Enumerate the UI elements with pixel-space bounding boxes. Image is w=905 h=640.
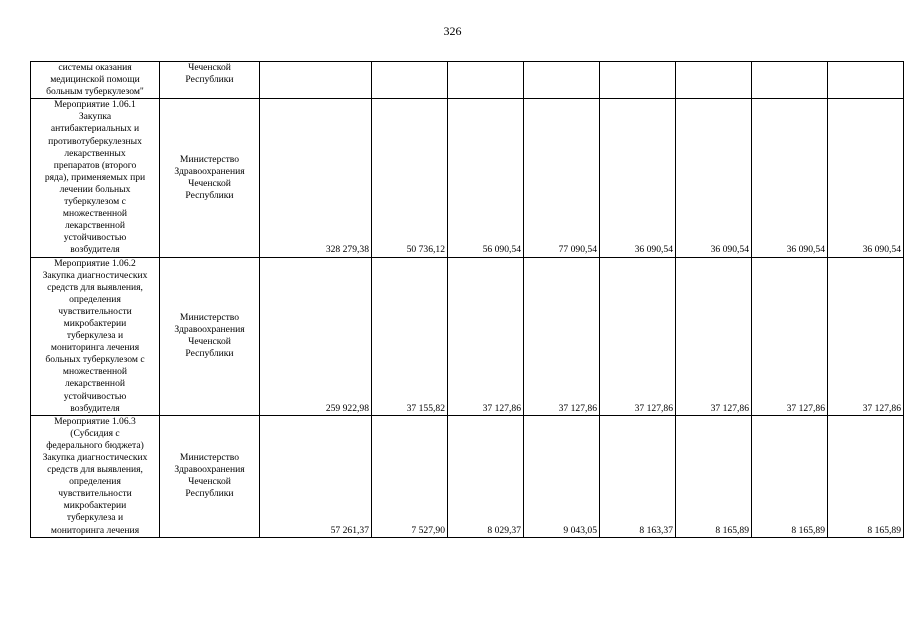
executor-line: Республики	[185, 74, 234, 86]
measure-name-line: Закупка	[78, 111, 112, 123]
executor-line: Здравоохранения	[174, 464, 245, 476]
total-value-cell: 57 261,37	[260, 415, 372, 537]
executor-cell	[160, 415, 260, 537]
year-value-cell: 37 127,86	[448, 257, 524, 415]
year-value-cell: 36 090,54	[828, 99, 904, 257]
year-value-cell	[752, 62, 828, 99]
year-value-cell: 8 165,89	[752, 415, 828, 537]
year-value-cell: 8 165,89	[676, 415, 752, 537]
measure-name-line: определения	[69, 293, 121, 305]
executor-line: Чеченской	[188, 476, 231, 488]
measure-name-line: противотуберкулезных	[48, 135, 142, 147]
year-value-cell: 37 127,86	[828, 257, 904, 415]
year-value-cell	[524, 62, 600, 99]
executor-line: Республики	[185, 348, 234, 360]
measure-name-line: устойчивостью	[63, 390, 127, 402]
measure-name-line: Мероприятие 1.06.3	[54, 415, 136, 427]
measure-name-line: мониторинга лечения	[50, 524, 140, 536]
year-value-cell	[600, 62, 676, 99]
executor-line: Республики	[185, 189, 234, 201]
executor-cell	[160, 99, 260, 257]
year-value-cell: 8 165,89	[828, 415, 904, 537]
measure-name-line: больным туберкулезом"	[46, 86, 144, 98]
measure-name-line: мониторинга лечения	[50, 342, 140, 354]
measure-name-line: устойчивостью	[63, 232, 127, 244]
total-value-cell	[260, 62, 372, 99]
year-value-cell: 9 043,05	[524, 415, 600, 537]
year-value-cell: 50 736,12	[372, 99, 448, 257]
measure-name-line: лекарственной	[65, 220, 125, 232]
measure-name-line: микробактерии	[63, 317, 127, 329]
measure-name-line: чувствительности	[58, 305, 132, 317]
page-number: 326	[443, 24, 462, 38]
executor-line: Республики	[185, 488, 234, 500]
measure-name-line: федерального бюджета)	[46, 439, 144, 451]
table-row	[31, 62, 904, 99]
measure-name-line: антибактериальных и	[50, 123, 140, 135]
measure-name-cell	[31, 415, 160, 537]
year-value-cell: 37 127,86	[676, 257, 752, 415]
year-value-cell: 37 127,86	[524, 257, 600, 415]
executor-line: Здравоохранения	[174, 165, 245, 177]
measure-name-line: возбудителя	[70, 244, 120, 256]
year-value-cell: 7 527,90	[372, 415, 448, 537]
measure-name-line: микробактерии	[63, 500, 127, 512]
table-row	[31, 415, 904, 537]
year-value-cell: 8 163,37	[600, 415, 676, 537]
total-value-cell: 328 279,38	[260, 99, 372, 257]
measure-name-line: возбудителя	[70, 402, 120, 414]
year-value-cell	[828, 62, 904, 99]
executor-line: Чеченской	[188, 336, 231, 348]
year-value-cell: 36 090,54	[752, 99, 828, 257]
measure-name-line: чувствительности	[58, 488, 132, 500]
measure-name-line: средств для выявления,	[47, 281, 143, 293]
year-value-cell: 36 090,54	[676, 99, 752, 257]
executor-line: Министерство	[179, 153, 240, 165]
executor-line: Здравоохранения	[174, 324, 245, 336]
measure-name-line: (Субсидия с	[70, 427, 120, 439]
executor-cell	[160, 62, 260, 99]
year-value-cell: 37 127,86	[752, 257, 828, 415]
measure-name-line: туберкулезом с	[64, 196, 126, 208]
measure-name-line: определения	[69, 476, 121, 488]
executor-line: Чеченской	[188, 177, 231, 189]
measure-name-line: туберкулеза и	[66, 330, 124, 342]
measure-name-line: Закупка диагностических	[42, 452, 148, 463]
year-value-cell: 37 127,86	[600, 257, 676, 415]
measure-name-line: медицинской помощи	[50, 74, 140, 86]
measure-name-cell	[31, 257, 160, 415]
executor-line: Министерство	[179, 311, 240, 323]
measure-name-line: системы оказания	[58, 62, 132, 73]
measure-name-line: препаратов (второго	[53, 159, 137, 171]
measure-name-cell	[31, 99, 160, 257]
measure-name-line: ряда), применяемых при	[44, 171, 146, 183]
year-value-cell: 77 090,54	[524, 99, 600, 257]
table-row	[31, 257, 904, 415]
measure-name-line: лекарственной	[65, 378, 125, 390]
measure-name-cell	[31, 62, 160, 99]
executor-line: Министерство	[179, 452, 240, 463]
executor-cell	[160, 257, 260, 415]
year-value-cell: 36 090,54	[600, 99, 676, 257]
year-value-cell: 37 155,82	[372, 257, 448, 415]
measure-name-line: множественной	[62, 366, 128, 378]
table-body	[31, 62, 904, 538]
year-value-cell	[676, 62, 752, 99]
measure-name-line: лечении больных	[59, 183, 131, 195]
measure-name-line: Мероприятие 1.06.2	[54, 257, 136, 269]
year-value-cell: 8 029,37	[448, 415, 524, 537]
measure-name-line: Мероприятие 1.06.1	[54, 99, 136, 111]
year-value-cell: 56 090,54	[448, 99, 524, 257]
measure-name-line: больных туберкулезом с	[45, 354, 145, 366]
budget-table	[30, 61, 904, 538]
year-value-cell	[448, 62, 524, 99]
measure-name-line: Закупка диагностических	[42, 269, 148, 281]
measure-name-line: лекарственных	[64, 147, 126, 159]
measure-name-line: средств для выявления,	[47, 464, 143, 476]
table-row	[31, 99, 904, 257]
year-value-cell	[372, 62, 448, 99]
measure-name-line: множественной	[62, 208, 128, 220]
executor-line: Чеченской	[188, 62, 231, 73]
measure-name-line: туберкулеза и	[66, 512, 124, 524]
total-value-cell: 259 922,98	[260, 257, 372, 415]
